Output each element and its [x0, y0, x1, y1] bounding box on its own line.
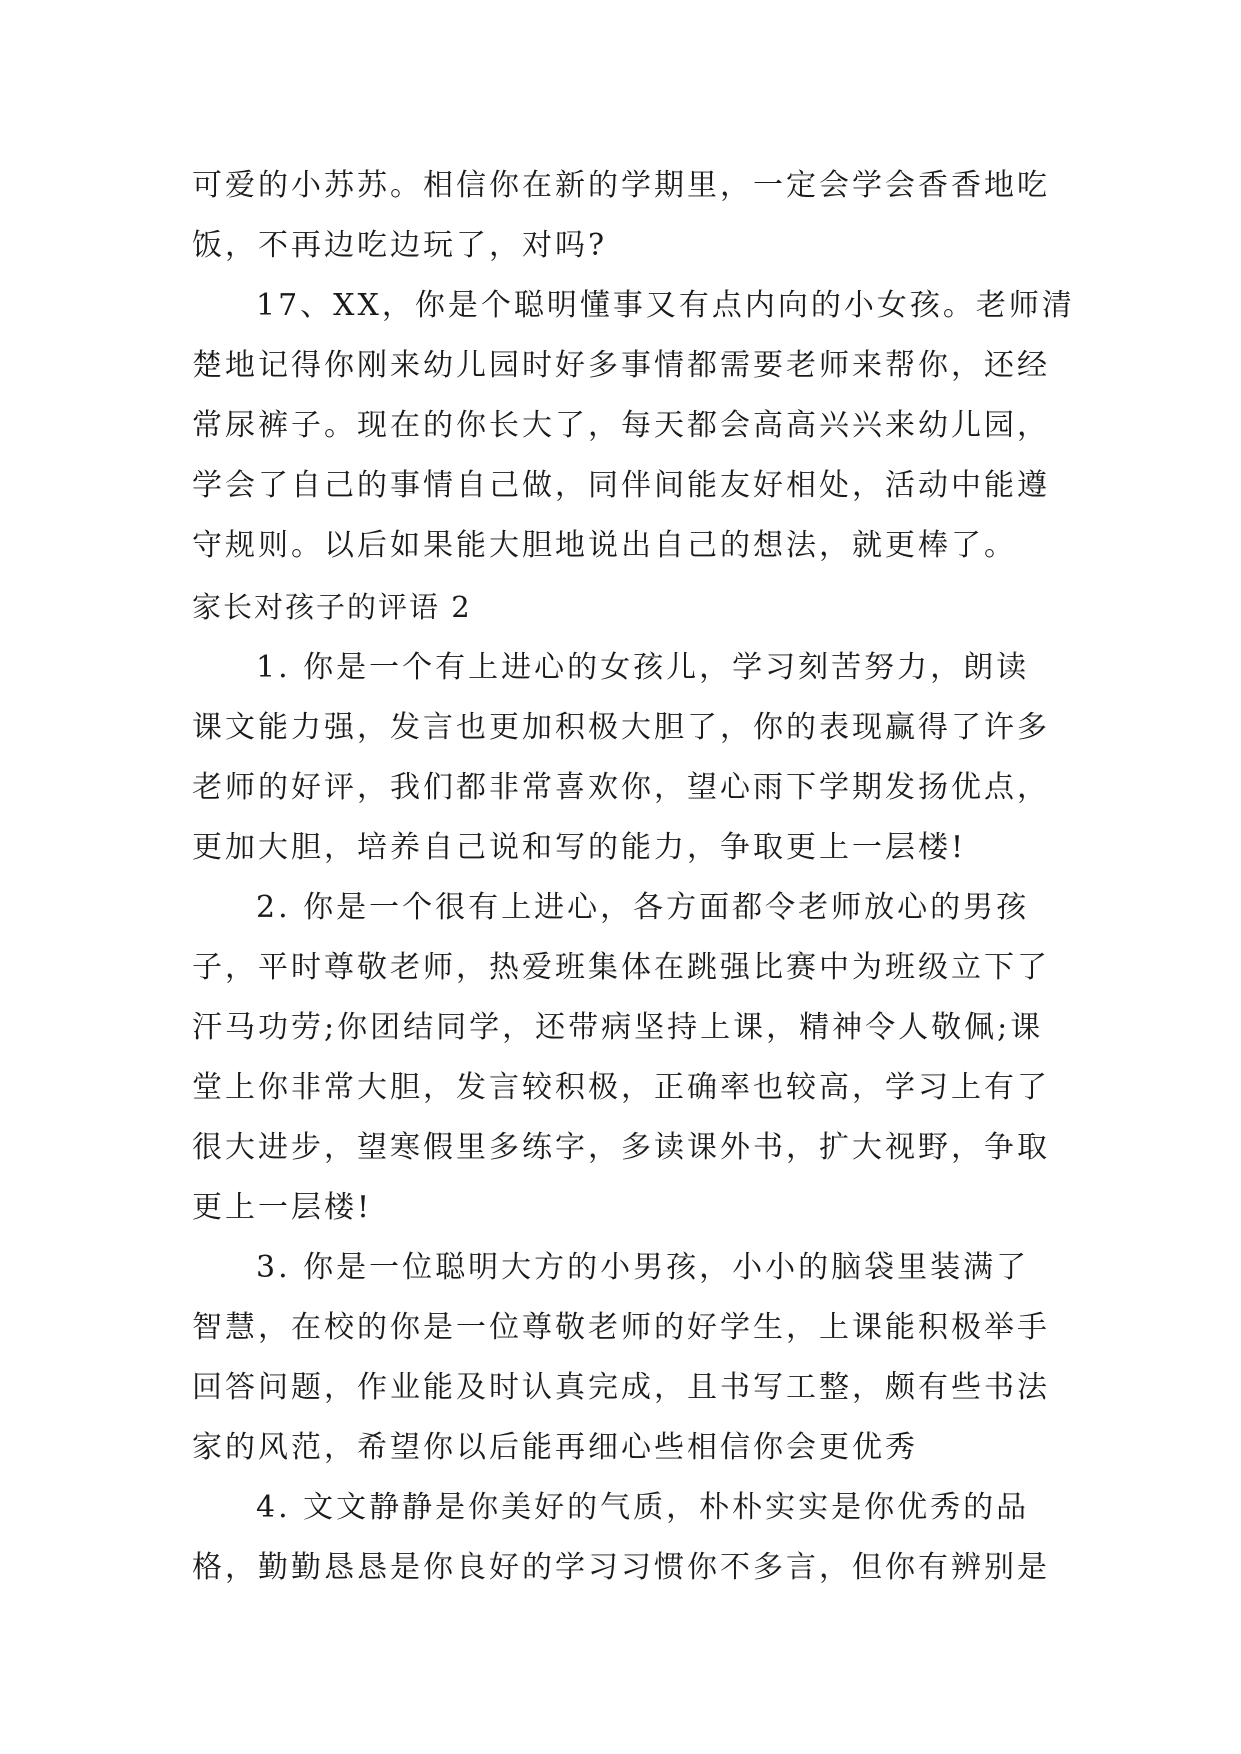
section-heading: 家长对孩子的评语 2	[192, 590, 472, 624]
text-line: 守规则。以后如果能大胆地说出自己的想法，就更棒了。	[192, 528, 1017, 563]
text-line: 堂上你非常大胆，发言较积极，正确率也较高，学习上有了	[192, 1070, 1050, 1105]
paragraph-intro	[192, 156, 1062, 276]
text-line: 回答问题，作业能及时认真完成，且书写工整，颇有些书法	[192, 1370, 1050, 1405]
text-line: 格，勤勤恳恳是你良好的学习习惯你不多言，但你有辨别是	[192, 1550, 1050, 1585]
text-line: 很大进步，望寒假里多练字，多读课外书，扩大视野，争取	[192, 1130, 1050, 1165]
text-line: 常尿裤子。现在的你长大了，每天都会高高兴兴来幼儿园，	[192, 408, 1050, 443]
text-line: 2. 你是一个很有上进心，各方面都令老师放心的男孩	[256, 890, 1030, 925]
comment-item-3	[192, 1238, 1062, 1478]
text-line: 3. 你是一位聪明大方的小男孩，小小的脑袋里装满了	[256, 1250, 1030, 1285]
text-line: 17、XX，你是个聪明懂事又有点内向的小女孩。老师清	[256, 288, 1075, 323]
text-line: 更加大胆，培养自己说和写的能力，争取更上一层楼!	[192, 830, 967, 865]
text-line: 1. 你是一个有上进心的女孩儿，学习刻苦努力，朗读	[256, 650, 1030, 685]
text-line: 汗马功劳;你团结同学，还带病坚持上课，精神令人敬佩;课	[192, 1010, 1044, 1045]
text-line: 可爱的小苏苏。相信你在新的学期里，一定会学会香香地吃	[192, 168, 1050, 203]
text-line: 4. 文文静静是你美好的气质，朴朴实实是你优秀的品	[256, 1490, 1030, 1525]
text-line: 楚地记得你刚来幼儿园时好多事情都需要老师来帮你，还经	[192, 348, 1050, 383]
text-line: 家的风范，希望你以后能再细心些相信你会更优秀	[192, 1430, 918, 1465]
text-line: 饭，不再边吃边玩了，对吗?	[192, 228, 608, 263]
text-line: 老师的好评，我们都非常喜欢你，望心雨下学期发扬优点，	[192, 770, 1050, 805]
text-line: 更上一层楼!	[192, 1190, 373, 1225]
paragraph-item-17	[192, 276, 1075, 576]
text-line: 学会了自己的事情自己做，同伴间能友好相处，活动中能遵	[192, 468, 1050, 503]
comment-item-1	[192, 638, 1062, 878]
text-line: 智慧，在校的你是一位尊敬老师的好学生，上课能积极举手	[192, 1310, 1050, 1345]
comment-item-2	[192, 878, 1062, 1238]
comment-item-4	[192, 1478, 1062, 1598]
text-line: 子，平时尊敬老师，热爱班集体在跳强比赛中为班级立下了	[192, 950, 1050, 985]
document-body	[192, 156, 1075, 1598]
text-line: 课文能力强，发言也更加积极大胆了，你的表现赢得了许多	[192, 710, 1050, 745]
